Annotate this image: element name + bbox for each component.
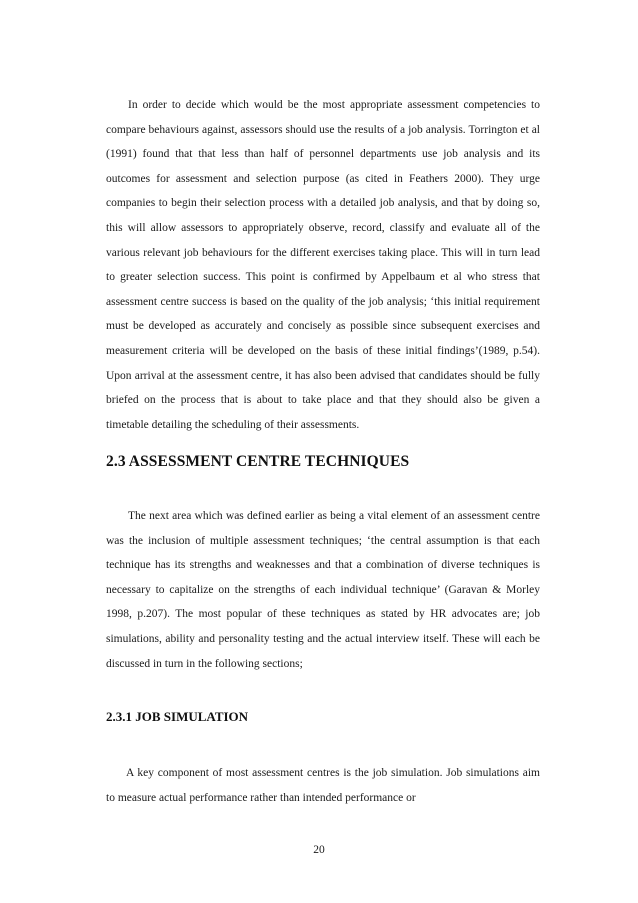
paragraph-job-simulation: A key component of most assessment centres is the job simulation. Job simulations aim to measure actual performance rather than intended performance or — [106, 767, 540, 804]
paragraph-multiple-techniques: The next area which was defined earlier as being a vital element of an assessment centre was the inclusion of multiple assessment techniques; ‘the central assumption is that each technique has its strengths and weaknesses and that a combination of diverse techniques is necessary to capitalize on the strengths of each individual technique’ (Garavan & Morley 1998, p.207). The most popular of these techniques as stated by HR advocates are; job simulations, ability and personality testing and the actual interview itself. These will each be discussed in turn in the following sections; — [106, 510, 540, 670]
page-number: 20 — [313, 844, 325, 856]
subsection-heading-job-simulation: 2.3.1 JOB SIMULATION — [106, 709, 249, 724]
section-heading-assessment-centre-techniques: 2.3 ASSESSMENT CENTRE TECHNIQUES — [106, 453, 410, 470]
paragraph-job-analysis: In order to decide which would be the most appropriate assessment competencies to compare behaviours against, assessors should use the results of a job analysis. Torrington et al (1991) found that that less than half of personnel departments use job analysis and its outcomes for assessment and selection purpose (as cited in Feathers 2000). They urge companies to begin their selection process with a detailed job analysis, and that by doing so, this will allow assessors to appropriately observe, record, classify and evaluate all of the various relevant job behaviours for the different exercises taking place. This will in turn lead to greater selection success. This point is confirmed by Appelbaum et al who stress that assessment centre success is based on the quality of the job analysis; ‘this initial requirement must be developed as accurately and concisely as possible since subsequent exercises and measurement criteria will be developed on the basis of these initial findings’(1989, p.54). Upon arrival at the assessment centre, it has also been advised that candidates should be fully briefed on the process that is about to take place and that they should also be given a timetable detailing the scheduling of their assessments. — [106, 99, 540, 431]
